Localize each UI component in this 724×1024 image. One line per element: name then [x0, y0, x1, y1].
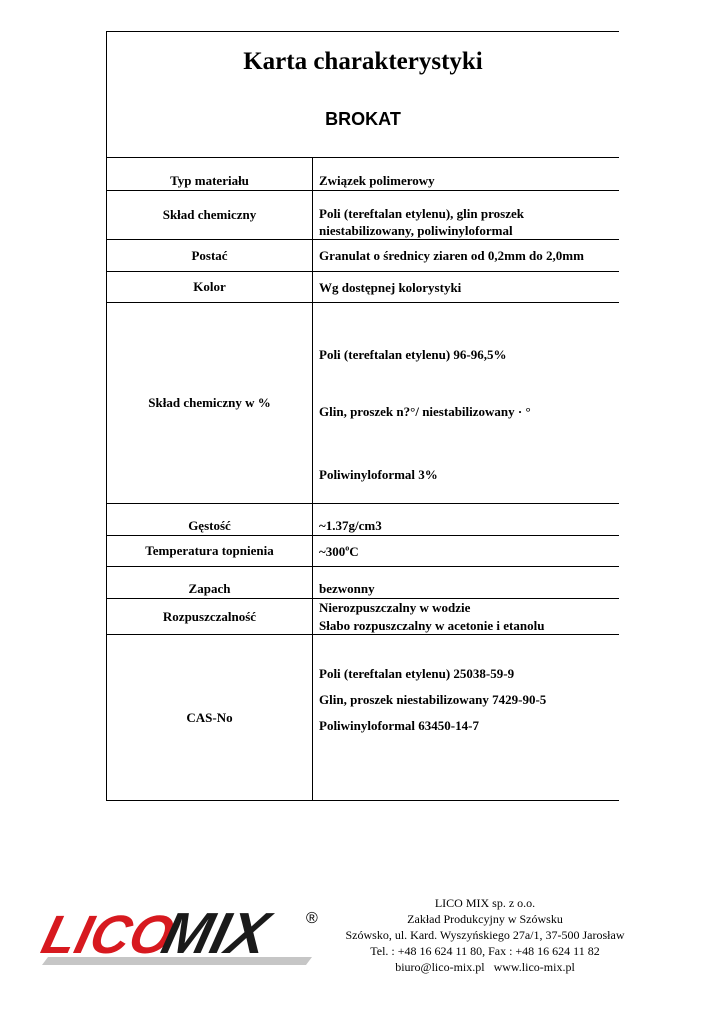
- data-sheet-table: [106, 31, 619, 801]
- row-value: Słabo rozpuszczalny w acetonie i etanolu: [319, 618, 545, 633]
- row-label: Skład chemiczny: [107, 191, 313, 239]
- row-form: [107, 240, 619, 272]
- product-name: BROKAT: [325, 109, 401, 129]
- svg-text:®: ®: [306, 910, 318, 927]
- cas-line: Glin, proszek niestabilizowany 7429-90-5: [319, 692, 547, 707]
- company-contact: [330, 959, 640, 975]
- company-email[interactable]: biuro@lico-mix.pl: [395, 960, 485, 974]
- row-value: ~1.37g/cm3: [319, 518, 382, 533]
- company-phone: Tel. : +48 16 624 11 80, Fax : +48 16 624 11 82: [370, 944, 600, 958]
- row-label: Skład chemiczny w %: [107, 303, 313, 503]
- row-value: Nierozpuszczalny w wodzie: [319, 600, 471, 615]
- sheet-header: [107, 32, 619, 158]
- row-value: Wg dostępnej kolorystyki: [319, 279, 462, 295]
- row-label: Gęstość: [107, 504, 313, 535]
- row-odor: [107, 567, 619, 599]
- composition-line: Poli (tereftalan etylenu) 96-96,5%: [319, 347, 507, 362]
- company-logo: [24, 893, 324, 973]
- company-name: LICO MIX sp. z o.o.: [434, 896, 536, 910]
- cas-line: Poli (tereftalan etylenu) 25038-59-9: [319, 666, 515, 681]
- document-title: Karta charakterystyki: [243, 48, 483, 75]
- row-label: Kolor: [107, 272, 313, 302]
- plant-name: Zakład Produkcyjny w Szówsku: [407, 912, 563, 926]
- row-label: Temperatura topnienia: [107, 536, 313, 566]
- row-label: Zapach: [107, 567, 313, 598]
- svg-text:LICO: LICO: [36, 903, 181, 965]
- row-label: Typ materiału: [107, 158, 313, 190]
- row-value: Granulat o średnicy ziaren od 0,2mm do 2,0mm: [319, 248, 584, 263]
- row-value: Poli (tereftalan etylenu), glin proszek niestabilizowany, poliwinyloformal: [319, 206, 524, 238]
- company-address: Szówsko, ul. Kard. Wyszyńskiego 27a/1, 37-500 Jarosław: [345, 928, 625, 942]
- row-chemical-composition: [107, 191, 619, 240]
- svg-text:MIX: MIX: [155, 901, 275, 966]
- row-composition-percent: [107, 303, 619, 504]
- row-value: bezwonny: [319, 581, 375, 596]
- composition-line: Poliwinyloformal 3%: [319, 467, 438, 482]
- row-label: Postać: [107, 240, 313, 271]
- row-color: [107, 272, 619, 303]
- row-value: Związek polimerowy: [319, 173, 435, 188]
- row-material-type: [107, 158, 619, 191]
- row-label: Rozpuszczalność: [107, 599, 313, 634]
- row-density: [107, 504, 619, 536]
- cas-line: Poliwinyloformal 63450-14-7: [319, 718, 479, 733]
- row-label: CAS-No: [107, 635, 313, 800]
- company-website[interactable]: www.lico-mix.pl: [493, 960, 575, 974]
- row-melting-point: [107, 536, 619, 567]
- row-cas-number: [107, 635, 619, 800]
- company-footer: [330, 895, 640, 975]
- composition-line: Glin, proszek n?°/ niestabilizowany · °: [319, 404, 531, 419]
- row-solubility: [107, 599, 619, 635]
- row-value: ~300$^o$C: [319, 543, 359, 559]
- lico-mix-logo-icon: [24, 893, 324, 973]
